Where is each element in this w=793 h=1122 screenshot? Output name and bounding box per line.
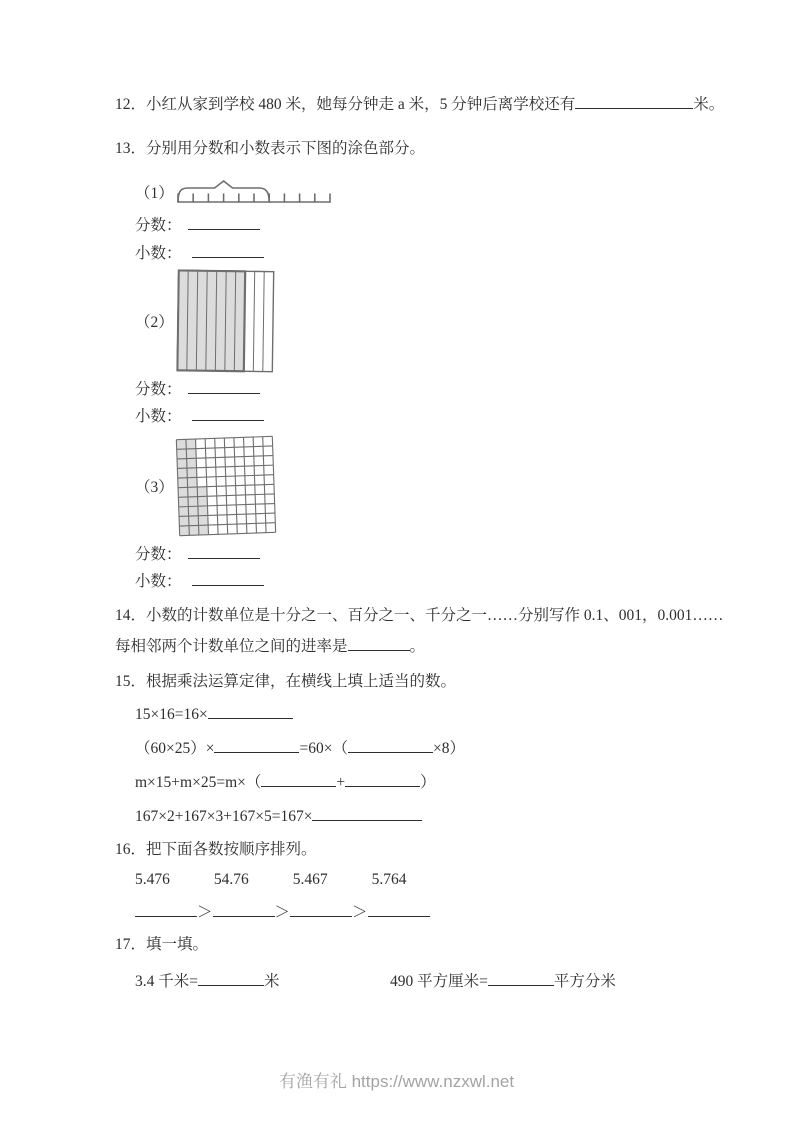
question-17 [115,934,688,955]
number-value: 5.467 [292,871,328,888]
question-16-number: 16． [115,841,147,858]
conversion-blank [198,971,264,986]
question-12-text: 小红从家到学校 480 米，她每分钟走 a 米，5 分钟后离学校还有 [146,96,576,113]
q13-part1-row [135,176,688,208]
conversion-text: 490 平方厘米= [390,973,488,990]
equation-text: ） [420,774,436,791]
number-value: 5.476 [135,871,170,888]
equation-text: + [336,774,346,791]
q13-part1-decimal-line [135,243,688,264]
question-12-blank [575,94,693,109]
shaded-grid-figure [175,435,276,536]
equation-blank [312,806,422,821]
question-15-number: 15． [115,673,147,690]
question-17-number: 17． [115,936,147,953]
fraction-blank [188,379,260,394]
equation-text: ×8） [432,740,465,757]
fraction-label: 分数： [135,381,182,398]
equation-text: m×15+m×25=m×（ [135,774,262,791]
question-13 [115,138,688,159]
fraction-label: 分数： [135,546,182,563]
q13-part3-row [135,434,688,538]
q13-part1-fraction-line [135,215,688,236]
question-13-number: 13． [115,140,147,157]
decimal-label: 小数： [135,408,182,425]
number-value: 54.76 [213,871,249,888]
q13-part3-label: （3） [135,479,174,496]
question-12 [115,94,725,115]
greater-than-sign: ＞ [197,904,213,921]
conversion-blank [488,971,554,986]
question-12-number: 12． [115,96,147,113]
equation-blank [214,738,299,753]
conversion-unit: 平方分米 [553,973,616,990]
conversion-2 [390,969,616,991]
question-14-line2 [115,636,688,657]
ordering-blank [213,902,275,917]
q16-numbers-row [135,871,688,889]
greater-than-sign: ＞ [352,904,368,921]
shaded-strips-figure [176,269,275,373]
q16-ordering-row [135,902,688,924]
q17-conversions-row [135,969,688,991]
greater-than-sign: ＞ [274,904,291,921]
q13-part1-label: （1） [135,185,174,202]
decimal-label: 小数： [135,573,182,590]
q13-part2-label: （2） [135,314,174,331]
equation-blank [261,772,336,787]
decimal-blank [192,406,264,421]
equation-text: =60×（ [299,740,348,757]
number-line-figure [177,176,333,208]
question-14-text-line2: 每相邻两个计数单位之间的进率是 [115,638,348,655]
question-14-suffix: 。 [409,638,426,655]
conversion-1 [135,969,390,991]
question-16-text: 把下面各数按顺序排列。 [146,841,317,858]
question-15 [115,671,688,692]
q13-part2-fraction-line [135,379,688,400]
fraction-label: 分数： [135,217,182,234]
decimal-label: 小数： [135,245,182,262]
footer-watermark: 有渔有礼 https://www.nzxwl.net [278,1072,515,1091]
question-14 [115,605,724,626]
q13-part3-fraction-line [135,544,688,565]
question-17-text: 填一填。 [146,936,209,953]
conversion-unit: 米 [264,973,280,990]
question-14-text-line1: 小数的计数单位是十分之一、百分之一、千分之一……分别写作 0.1、001，0.001…… [146,607,724,624]
q13-part2-row [135,269,688,373]
ordering-blank [368,902,430,917]
question-14-number: 14． [115,607,147,624]
equation-text: （60×25）× [135,740,215,757]
question-15-text: 根据乘法运算定律，在横线上填上适当的数。 [146,673,457,690]
question-13-text: 分别用分数和小数表示下图的涂色部分。 [146,140,426,157]
question-16 [115,839,688,860]
q13-part3-decimal-line [135,571,688,592]
q15-equation-1 [135,704,688,726]
fraction-blank [188,215,260,230]
decimal-blank [192,243,264,258]
decimal-blank [192,571,264,586]
equation-blank [208,704,293,719]
q13-part2-decimal-line [135,406,688,427]
question-12-suffix: 米。 [693,96,725,113]
fraction-blank [188,544,260,559]
ordering-blank [135,902,197,917]
equation-blank [348,738,433,753]
conversion-text: 3.4 千米= [135,973,198,990]
ordering-blank [290,902,352,917]
q15-equation-3 [135,772,688,794]
question-14-blank [348,636,410,651]
number-value: 5.764 [371,871,407,888]
equation-text: 15×16=16× [135,706,208,723]
q15-equation-4 [135,806,688,828]
equation-text: 167×2+167×3+167×5=167× [135,808,313,825]
q15-equation-2 [135,738,688,760]
equation-blank [345,772,420,787]
